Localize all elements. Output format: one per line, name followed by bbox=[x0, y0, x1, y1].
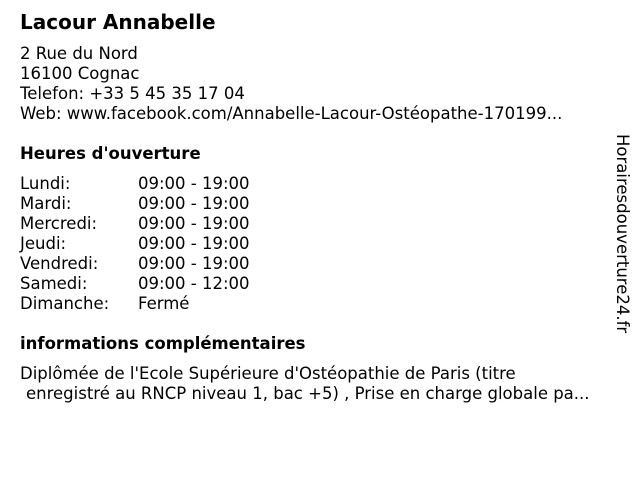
business-name: Lacour Annabelle bbox=[20, 10, 216, 34]
address-city: 16100 Cognac bbox=[20, 64, 140, 83]
info-line: enregistré au RNCP niveau 1, bac +5) , Prise en charge globale pa... bbox=[26, 384, 590, 403]
day-label: Dimanche: bbox=[20, 294, 110, 313]
site-watermark: Horairesdouverture24.fr bbox=[613, 134, 632, 334]
day-label: Jeudi: bbox=[20, 234, 67, 253]
time-value: 09:00 - 12:00 bbox=[138, 274, 250, 293]
time-value: 09:00 - 19:00 bbox=[138, 234, 250, 253]
time-value: 09:00 - 19:00 bbox=[138, 214, 250, 233]
info-line: Diplômée de l'Ecole Supérieure d'Ostéopathie de Paris (titre bbox=[20, 364, 516, 383]
day-label: Lundi: bbox=[20, 174, 71, 193]
opening-hours-heading: Heures d'ouverture bbox=[20, 144, 201, 163]
contact-block bbox=[20, 44, 562, 124]
time-value: 09:00 - 19:00 bbox=[138, 194, 250, 213]
address-street: 2 Rue du Nord bbox=[20, 44, 138, 63]
additional-info-text bbox=[20, 364, 630, 404]
day-label: Mercredi: bbox=[20, 214, 98, 233]
time-value: 09:00 - 19:00 bbox=[138, 254, 250, 273]
time-value: 09:00 - 19:00 bbox=[138, 174, 250, 193]
day-label: Samedi: bbox=[20, 274, 88, 293]
website-link[interactable]: Web: www.facebook.com/Annabelle-Lacour-Ostéopathe-170199... bbox=[20, 104, 563, 123]
time-value: Fermé bbox=[138, 294, 190, 313]
day-label: Vendredi: bbox=[20, 254, 99, 273]
additional-info-heading: informations complémentaires bbox=[20, 334, 306, 353]
phone-number: Telefon: +33 5 45 35 17 04 bbox=[20, 84, 245, 103]
day-label: Mardi: bbox=[20, 194, 72, 213]
